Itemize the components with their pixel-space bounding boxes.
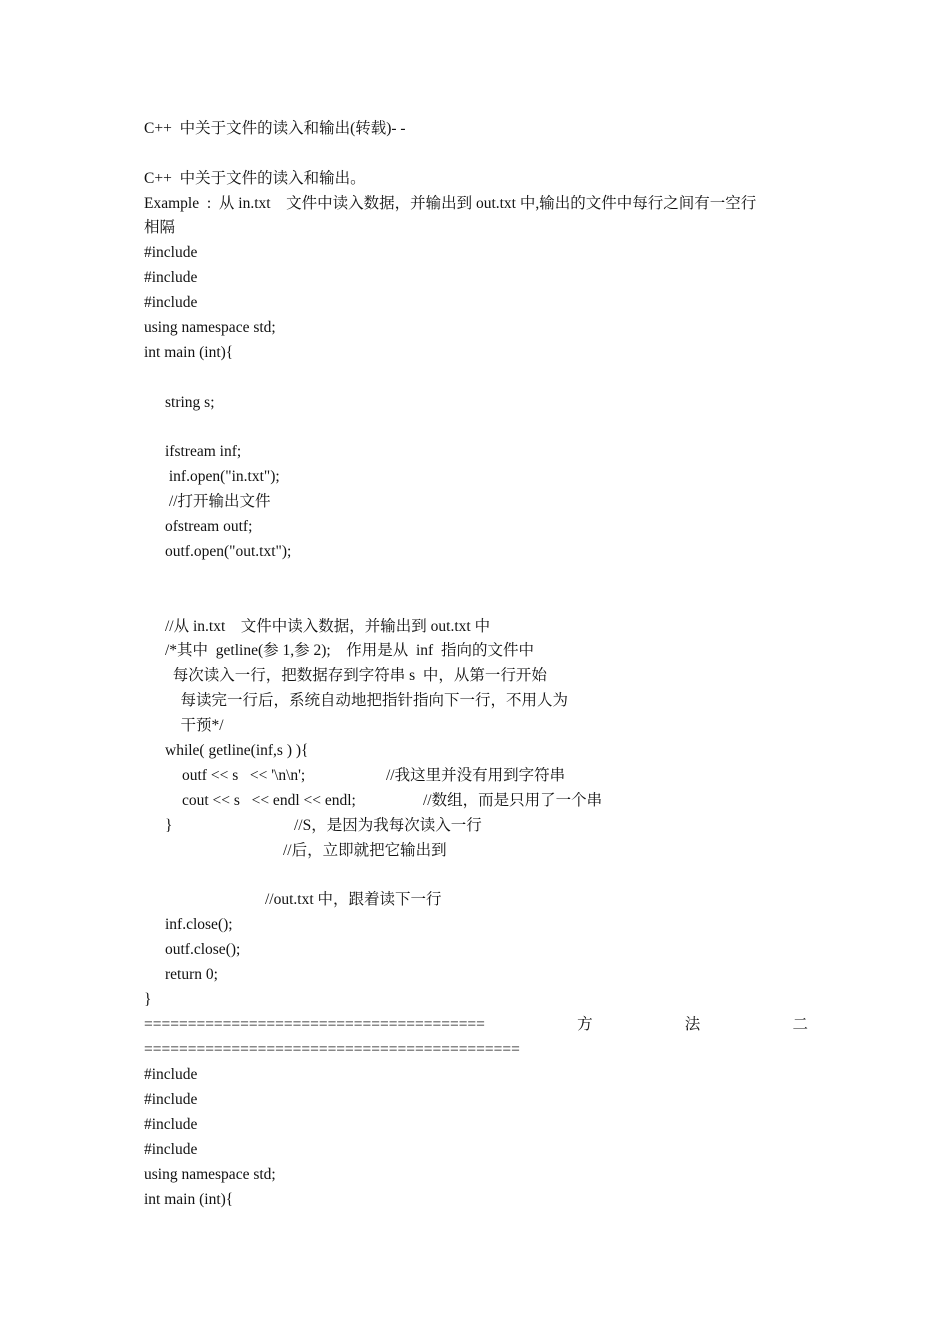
code-line: #include — [144, 1091, 198, 1108]
code-comment: 每读完一行后，系统自动地把指针指向下一行，不用人为 — [165, 692, 569, 709]
code-comment: //我这里并没有用到字符串 — [386, 767, 566, 784]
code-line: cout << s << endl << endl; — [182, 792, 356, 809]
section-separator — [144, 1015, 808, 1035]
code-line: int main (int){ — [144, 344, 234, 361]
code-comment: //从 in.txt 文件中读入数据，并输出到 out.txt 中 — [165, 618, 491, 635]
code-line: #include — [144, 294, 198, 311]
code-line: #include — [144, 269, 198, 286]
separator-word: 法 — [684, 1016, 701, 1033]
code-line: #include — [144, 1066, 198, 1083]
code-line: while( getline(inf,s ) ){ — [165, 742, 309, 759]
code-line: #include — [144, 244, 198, 261]
code-line: return 0; — [165, 966, 218, 983]
code-line: outf << s << '\n\n'; — [182, 767, 306, 784]
example-description-continuation: 相隔 — [144, 219, 176, 236]
code-line: using namespace std; — [144, 319, 276, 336]
code-comment: //out.txt 中，跟着读下一行 — [265, 891, 442, 908]
code-comment: //后，立即就把它输出到 — [283, 842, 447, 859]
code-comment: //数组，而是只用了一个串 — [423, 792, 603, 809]
code-comment: /*其中 getline(参 1,参 2); 作用是从 inf 指向的文件中 — [165, 642, 534, 659]
code-line: inf.open("in.txt"); — [165, 468, 280, 485]
code-line: ifstream inf; — [165, 443, 242, 460]
code-line: outf.close(); — [165, 941, 241, 958]
code-line: } — [165, 817, 173, 834]
code-line: #include — [144, 1116, 198, 1133]
code-line: } — [144, 991, 152, 1008]
code-line: inf.close(); — [165, 916, 233, 933]
separator-equals-line: =========================================== — [144, 1041, 520, 1058]
example-description-line: Example : 从 in.txt 文件中读入数据，并输出到 out.txt 中,输出的文件中每行之间有一空行 — [144, 195, 757, 212]
code-line: outf.open("out.txt"); — [165, 543, 292, 560]
code-comment: 干预*/ — [165, 717, 224, 734]
separator-word: 方 — [577, 1016, 593, 1033]
document-subtitle: C++ 中关于文件的读入和输出。 — [144, 170, 366, 187]
code-line: string s; — [165, 394, 215, 411]
code-comment: //打开输出文件 — [165, 493, 271, 510]
code-comment: 每次读入一行，把数据存到字符串 s 中，从第一行开始 — [165, 667, 547, 684]
separator-equals: ======================================= — [144, 1016, 485, 1033]
code-line: int main (int){ — [144, 1191, 234, 1208]
code-comment: //S，是因为我每次读入一行 — [294, 817, 482, 834]
separator-word: 二 — [792, 1016, 808, 1033]
document-title: C++ 中关于文件的读入和输出(转载)- - — [144, 120, 406, 137]
code-line: using namespace std; — [144, 1166, 276, 1183]
code-line: ofstream outf; — [165, 518, 253, 535]
code-line: #include — [144, 1141, 198, 1158]
